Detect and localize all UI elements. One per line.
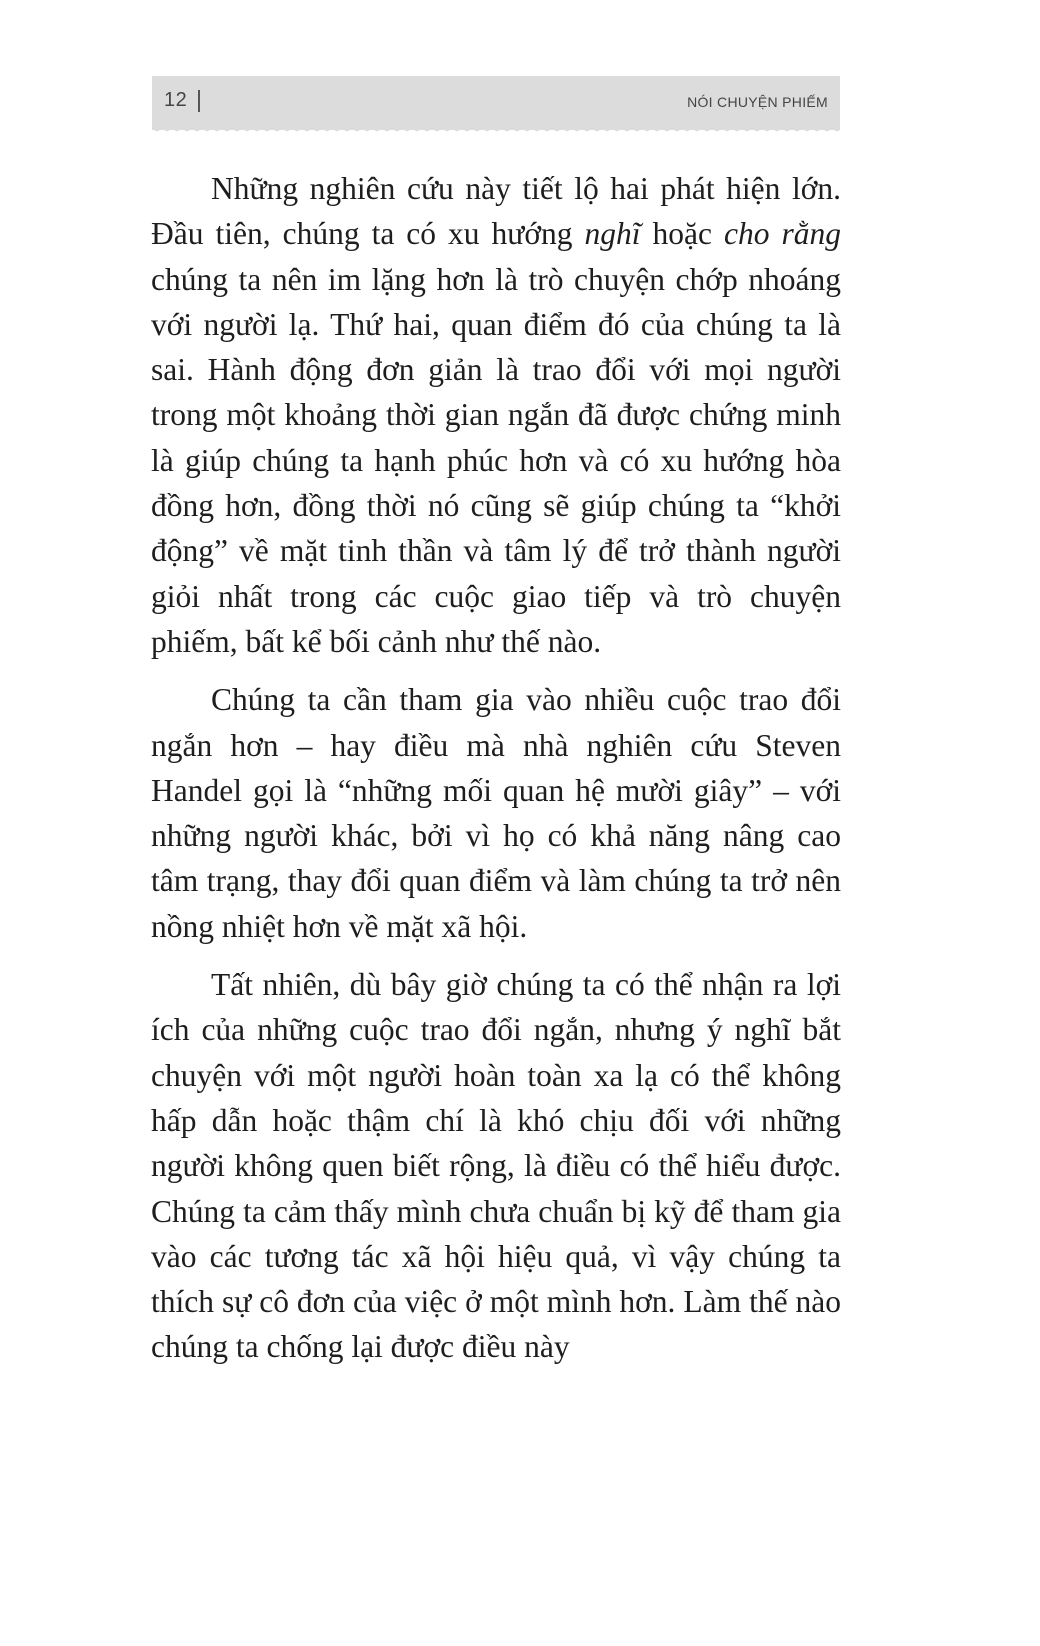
paragraph-2: Chúng ta cần tham gia vào nhiều cuộc trao đổi ngắn hơn – hay điều mà nhà nghiên cứu Steven Handel gọi là “những mối quan hệ mười giây” – với những người khác, bởi vì họ có khả năng nâng cao tâm trạng, thay đổi quan điểm và làm chúng ta trở nên nồng nhiệt hơn về mặt xã hội.	[151, 682, 841, 944]
paragraph-1	[151, 166, 841, 664]
body-text	[151, 166, 841, 1383]
emphasis-nghi: nghĩ	[584, 216, 641, 252]
page-number: 12	[164, 89, 188, 111]
book-title: NÓI CHUYỆN PHIẾM	[687, 94, 828, 110]
emphasis-cho-rang: cho rằng	[724, 216, 841, 252]
paragraph-1-text: Những nghiên cứu này tiết lộ hai phát hiện lớn. Đầu tiên, chúng ta có xu hướng	[151, 171, 841, 252]
paragraph-3: Tất nhiên, dù bây giờ chúng ta có thể nhận ra lợi ích của những cuộc trao đổi ngắn, nhưng ý nghĩ bắt chuyện với một người hoàn toàn xa lạ có thể không hấp dẫn hoặc thậm chí là khó chịu đối với những người không quen biết rộng, là điều có thể hiểu được. Chúng ta cảm thấy mình chưa chuẩn bị kỹ để tham gia vào các tương tác xã hội hiệu quả, vì vậy chúng ta thích sự cô đơn của việc ở một mình hơn. Làm thế nào chúng ta chống lại được điều này	[151, 967, 841, 1365]
paragraph-1-text: hoặc	[640, 216, 724, 252]
header-divider	[198, 90, 200, 112]
paragraph-1-text: chúng ta nên im lặng hơn là trò chuyện chớp nhoáng với người lạ. Thứ hai, quan điểm đó của chúng ta là sai. Hành động đơn giản là trao đổi với mọi người trong một khoảng thời gian ngắn đã được chứng minh là giúp chúng ta hạnh phúc hơn và có xu hướng hòa đồng hơn, đồng thời nó cũng sẽ giúp chúng ta “khởi động” về mặt tinh thần và tâm lý để trở thành người giỏi nhất trong các cuộc giao tiếp và trò chuyện phiếm, bất kể bối cảnh như thế nào.	[151, 261, 841, 659]
running-header	[152, 76, 840, 130]
